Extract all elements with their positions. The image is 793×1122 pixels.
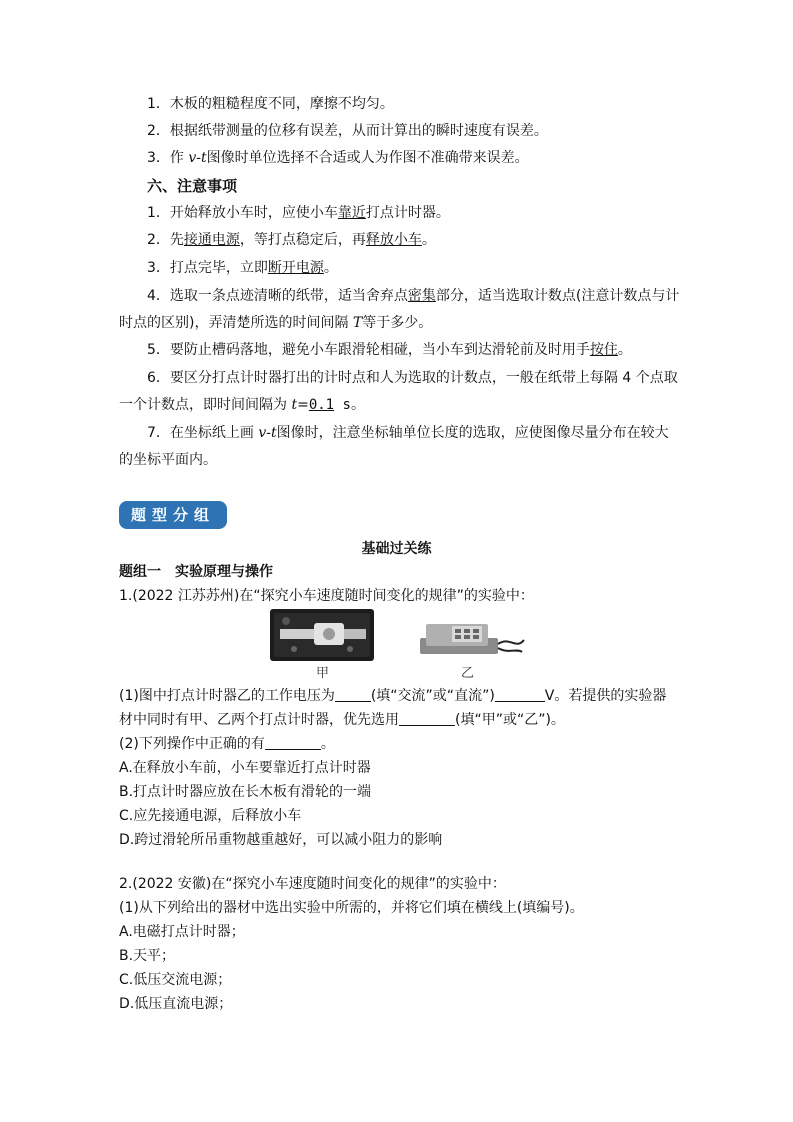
- answer-blank[interactable]: [495, 687, 545, 702]
- section-banner: 题型分组: [119, 501, 227, 529]
- question-1-stem: 1.(2022 江苏苏州)在“探究小车速度随时间变化的规律”的实验中：: [119, 588, 534, 604]
- question-1-option-b: B.打点计时器应放在长木板有滑轮的一端: [119, 784, 372, 800]
- question-1-option-d: D.跨过滑轮所吊重物越重越好，可以减小阻力的影响: [119, 832, 443, 848]
- note-item-1: 1．开始释放小车时，应使小车靠近打点计时器。: [147, 205, 450, 221]
- group-heading: 题组一 实验原理与操作: [119, 564, 273, 580]
- note-item-2: 2．先接通电源，等打点稳定后，再释放小车。: [147, 232, 436, 248]
- question-2-option-d: D.低压直流电源；: [119, 996, 233, 1012]
- error-item-3: 3．作 v-t图像时单位选择不合适或人为作图不准确带来误差。: [147, 150, 529, 166]
- question-1-part-1-line-2: 材中同时有甲、乙两个打点计时器，优先选用 (填“甲”或“乙”)。: [119, 712, 565, 728]
- question-1-part-1-line-1: (1)图中打点计时器乙的工作电压为 (填“交流”或“直流”) V。若提供的实验器: [119, 688, 667, 704]
- answer-blank[interactable]: [335, 687, 371, 702]
- timer-figure-a: [270, 609, 374, 661]
- question-1-part-2: (2)下列操作中正确的有 。: [119, 736, 335, 752]
- note-item-7-line-2: 的坐标平面内。: [119, 452, 217, 468]
- timer-figure-b: [418, 618, 528, 660]
- section-title: 基础过关练: [361, 541, 432, 557]
- error-item-1: 1．木板的粗糙程度不同，摩擦不均匀。: [147, 96, 394, 112]
- note-item-4-line-2: 时点的区别)，弄清楚所选的时间间隔 T等于多少。: [119, 315, 433, 331]
- question-1-option-c: C.应先接通电源，后释放小车: [119, 808, 302, 824]
- question-2-option-a: A.电磁打点计时器；: [119, 924, 245, 940]
- question-2-part-1: (1)从下列给出的器材中选出实验中所需的，并将它们填在横线上(填编号)。: [119, 900, 584, 916]
- notes-heading: 六、注意事项: [147, 177, 238, 195]
- figure-b-caption: 乙: [461, 666, 475, 681]
- note-item-6-line-2: 一个计数点，即时间间隔为 t=0.1 s。: [119, 397, 365, 413]
- answer-blank[interactable]: [399, 711, 455, 726]
- error-item-2: 2．根据纸带测量的位移有误差，从而计算出的瞬时速度有误差。: [147, 123, 548, 139]
- figure-a-caption: 甲: [316, 666, 330, 681]
- question-2-stem: 2.(2022 安徽)在“探究小车速度随时间变化的规律”的实验中：: [119, 876, 506, 892]
- note-item-4-line-1: 4．选取一条点迹清晰的纸带，适当舍弃点密集部分，适当选取计数点(注意计数点与计: [147, 288, 680, 304]
- note-item-5: 5．要防止槽码落地，避免小车跟滑轮相碰，当小车到达滑轮前及时用手按住。: [147, 342, 632, 358]
- note-item-6-line-1: 6．要区分打点计时器打出的计时点和人为选取的计数点，一般在纸带上每隔 4 个点取: [147, 370, 678, 386]
- answer-blank[interactable]: [265, 735, 321, 750]
- question-1-option-a: A.在释放小车前，小车要靠近打点计时器: [119, 760, 371, 776]
- note-item-7-line-1: 7．在坐标纸上画 v-t图像时，注意坐标轴单位长度的选取，应使图像尽量分布在较大: [147, 425, 669, 441]
- question-2-option-c: C.低压交流电源；: [119, 972, 232, 988]
- note-item-3: 3．打点完毕，立即断开电源。: [147, 260, 338, 276]
- question-2-option-b: B.天平；: [119, 948, 176, 964]
